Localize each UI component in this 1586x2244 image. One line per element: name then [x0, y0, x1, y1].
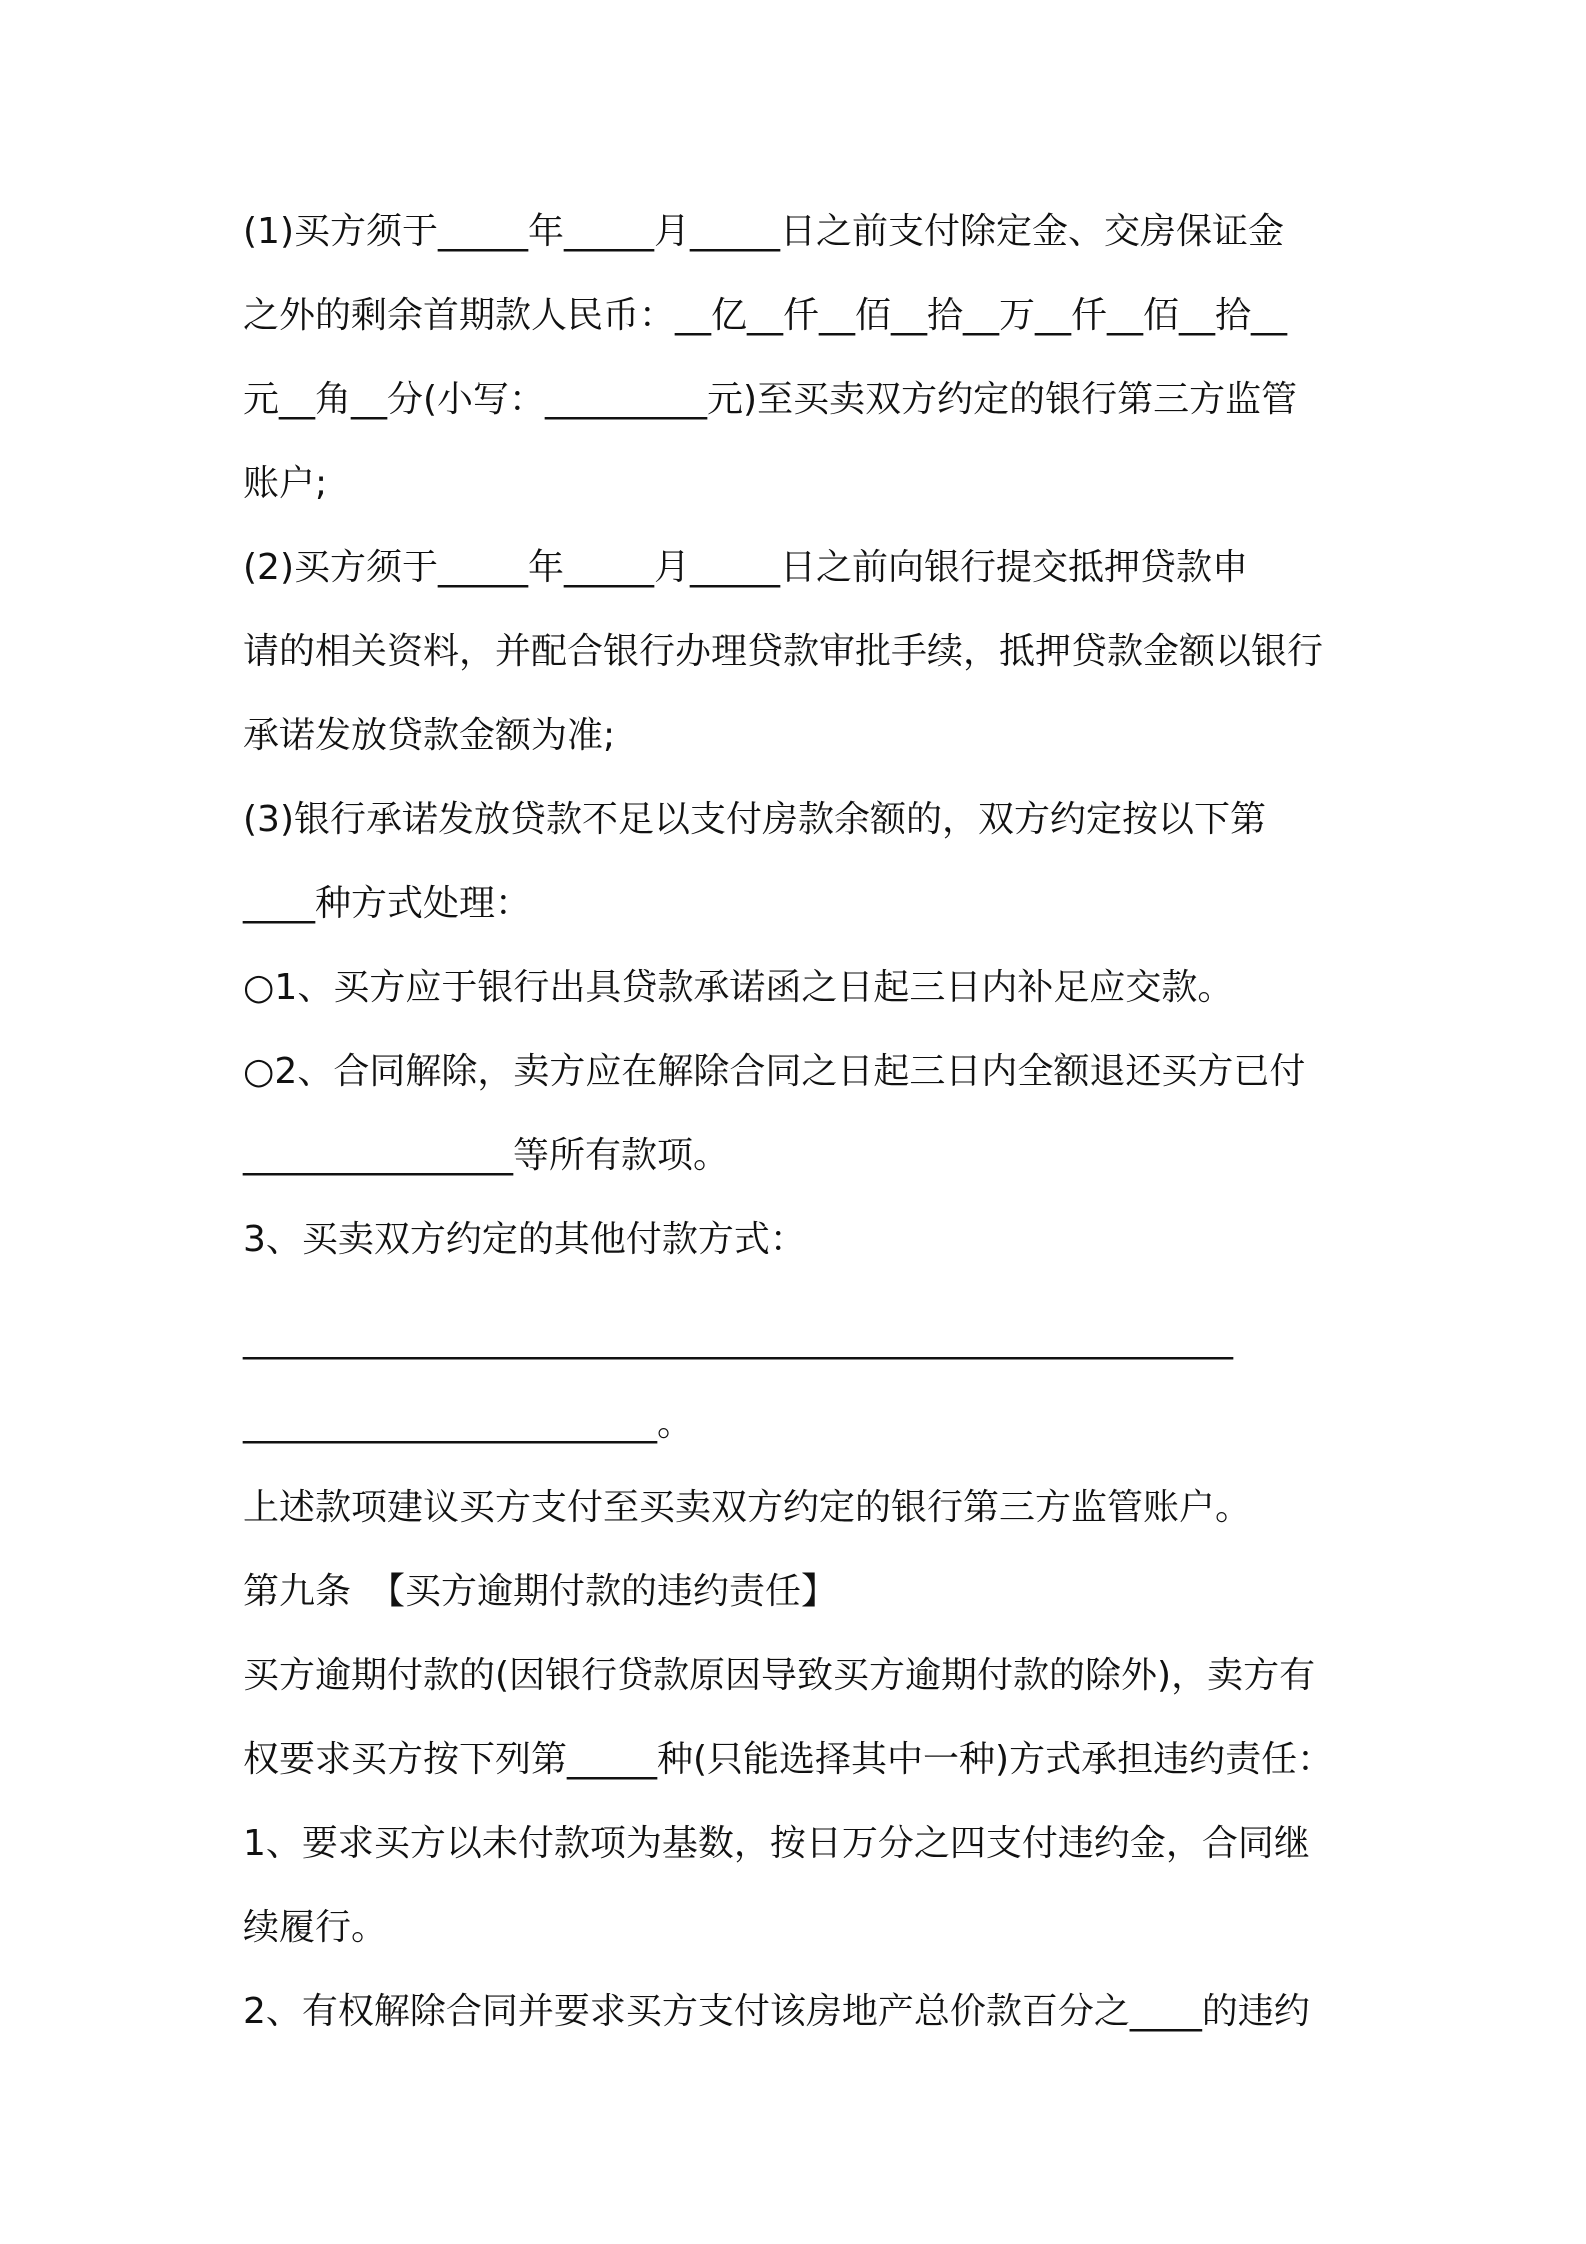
clause-1-line-2: 之外的剩余首期款人民币：__亿__仟__佰__拾__万__仟__佰__拾__	[243, 295, 1288, 336]
option-2-line-2: _______________等所有款项。	[243, 1135, 730, 1176]
article-9-item-1-line-1: 1、要求买方以未付款项为基数，按日万分之四支付违约金，合同继	[243, 1823, 1310, 1864]
clause-2-line-1: (2)买方须于_____年_____月_____日之前向银行提交抵押贷款申	[243, 547, 1248, 588]
clause-2-line-3: 承诺发放贷款金额为准;	[243, 715, 616, 756]
document-body	[243, 190, 1363, 2054]
clause-3-line-1: (3)银行承诺发放贷款不足以支付房款余额的，双方约定按以下第	[243, 799, 1266, 840]
article-9-item-1-line-2: 续履行。	[243, 1907, 388, 1948]
option-1-line: ○1、买方应于银行出具贷款承诺函之日起三日内补足应交款。	[243, 967, 1234, 1008]
clause-3-line-2: ____种方式处理：	[243, 883, 532, 924]
article-9-heading: 第九条 【买方逾期付款的违约责任】	[243, 1571, 838, 1612]
spacer	[243, 1282, 1363, 1298]
supervision-note: 上述款项建议买方支付至买卖双方约定的银行第三方监管账户。	[243, 1487, 1252, 1528]
blank-line-1: _______________________________________________________	[243, 1319, 1233, 1360]
article-9-item-2-line-1: 2、有权解除合同并要求买方支付该房地产总价款百分之____的违约	[243, 1991, 1310, 2032]
article-9-line-2: 权要求买方按下列第_____种(只能选择其中一种)方式承担违约责任：	[243, 1739, 1334, 1780]
clause-1-line-1: (1)买方须于_____年_____月_____日之前支付除定金、交房保证金	[243, 211, 1284, 252]
other-payment-heading: 3、买卖双方约定的其他付款方式：	[243, 1219, 806, 1260]
clause-1-line-4: 账户;	[243, 463, 328, 504]
article-9-line-1: 买方逾期付款的(因银行贷款原因导致买方逾期付款的除外)，卖方有	[243, 1655, 1316, 1696]
blank-line-2: _______________________。	[243, 1403, 693, 1444]
option-2-line-1: ○2、合同解除，卖方应在解除合同之日起三日内全额退还买方已付	[243, 1051, 1306, 1092]
clause-2-line-2: 请的相关资料，并配合银行办理贷款审批手续，抵押贷款金额以银行	[243, 631, 1324, 672]
clause-1-line-3: 元__角__分(小写：_________元)至买卖双方约定的银行第三方监管	[243, 379, 1298, 420]
